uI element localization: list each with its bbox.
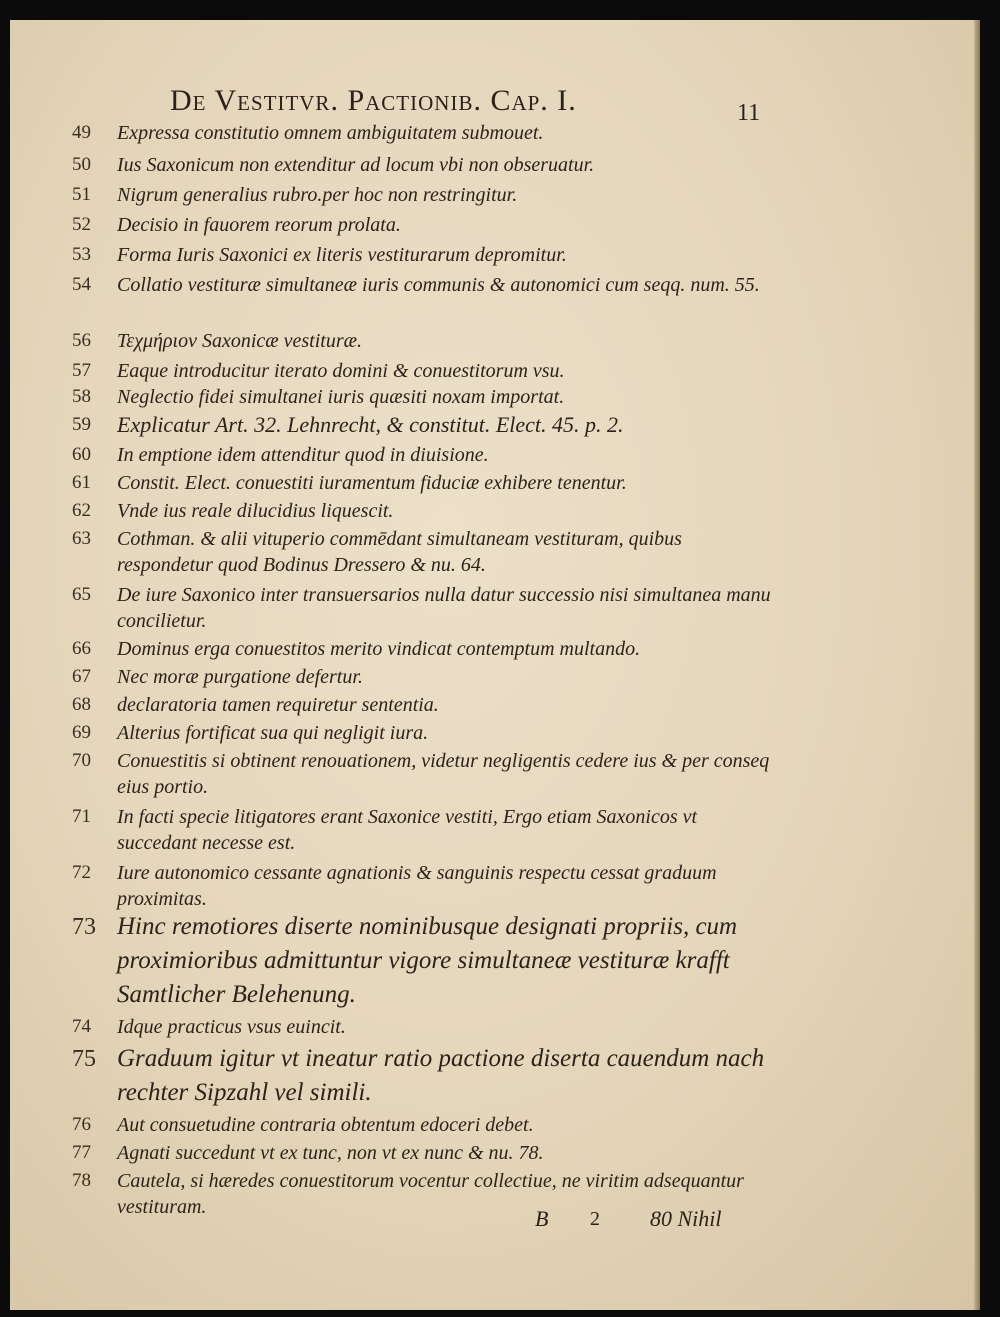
list-item (72, 636, 772, 662)
list-item (72, 748, 772, 800)
entry-text: Vnde ius reale dilucidius liquescit. (117, 500, 394, 522)
entry-number: 54 (72, 274, 91, 295)
list-item (72, 498, 772, 524)
list-item (72, 442, 772, 468)
list-item (72, 182, 772, 208)
entry-text: Forma Iuris Saxonici ex literis vestiturarum depromitur. (117, 244, 567, 266)
entry-text: Graduum igitur vt ineatur ratio pactione diserta cauendum nach rechter Sipzahl vel simili. (117, 1045, 765, 1106)
page-number: 11 (737, 100, 761, 126)
entry-number: 51 (72, 184, 91, 205)
list-item (72, 1112, 772, 1138)
entry-number: 67 (72, 666, 91, 687)
list-item (72, 358, 772, 384)
entry-number: 52 (72, 214, 91, 235)
list-item (72, 804, 772, 856)
signature-mark: B (535, 1206, 549, 1231)
entry-text: Hinc remotiores diserte nominibusque designati propriis, cum proximioribus admittuntur vigore simultaneæ vestituræ krafft Samtlicher Belehenung. (117, 913, 738, 1008)
list-item (72, 242, 772, 268)
entry-text: Nec moræ purgatione defertur. (117, 666, 363, 688)
list-item (72, 272, 772, 298)
list-item (72, 470, 772, 496)
entry-number: 77 (72, 1142, 91, 1163)
entry-number: 65 (72, 584, 91, 605)
entry-text: Dominus erga conuestitos merito vindicat contemptum multando. (117, 638, 641, 660)
list-item (72, 384, 772, 410)
entry-number: 76 (72, 1114, 91, 1135)
entry-number: 74 (72, 1016, 91, 1037)
entry-text: Collatio vestituræ simultaneæ iuris communis & autonomici cum seqq. num. 55. (117, 274, 760, 296)
entry-text: declaratoria tamen requiretur sententia. (117, 694, 439, 716)
list-item (72, 582, 772, 634)
entry-number: 70 (72, 750, 91, 771)
entry-text: Neglectio fidei simultanei iuris quæsiti noxam importat. (117, 386, 565, 408)
list-item (72, 1014, 772, 1040)
book-page (10, 20, 980, 1310)
entry-number: 69 (72, 722, 91, 743)
entry-number: 50 (72, 154, 91, 175)
entry-number: 53 (72, 244, 91, 265)
entry-text: Expressa constitutio omnem ambiguitatem submouet. (117, 122, 544, 144)
entry-text: Iure autonomico cessante agnationis & sanguinis respectu cessat graduum proximitas. (117, 862, 717, 910)
entry-text: Conuestitis si obtinent renouationem, videtur negligentis cedere ius & per conseq eius portio. (117, 750, 770, 798)
entry-number: 62 (72, 500, 91, 521)
entry-text: Idque practicus vsus euincit. (117, 1016, 346, 1038)
entry-text: Decisio in fauorem reorum prolata. (117, 214, 401, 236)
list-item (72, 212, 772, 238)
list-item (72, 720, 772, 746)
entry-number: 58 (72, 386, 91, 407)
list-item (72, 692, 772, 718)
list-item (72, 1140, 772, 1166)
entry-number: 60 (72, 444, 91, 465)
entry-text: In emptione idem attenditur quod in diuisione. (117, 444, 489, 466)
list-item (72, 152, 772, 178)
summary-list (10, 20, 980, 1310)
entry-text: Eaque introducitur iterato domini & conuestitorum vsu. (117, 360, 565, 382)
entry-number: 59 (72, 414, 91, 435)
entry-number: 72 (72, 862, 91, 883)
entry-text: De iure Saxonico inter transuersarios nulla datur successio nisi simultanea manu concilietur. (117, 584, 771, 632)
entry-text: Cothman. & alii vituperio commēdant simultaneam vestituram, quibus respondetur quod Bodinus Dressero & nu. 64. (117, 528, 682, 576)
list-item (72, 860, 772, 912)
entry-number: 49 (72, 122, 91, 143)
signature-number: 2 (590, 1208, 600, 1230)
list-item (72, 1042, 772, 1110)
list-item (72, 412, 772, 438)
list-item (72, 120, 772, 146)
entry-text: Nigrum generalius rubro.per hoc non restringitur. (117, 184, 518, 206)
catchword: 80 Nihil (650, 1206, 722, 1231)
list-item (72, 328, 772, 354)
running-header: De Vestitvr. Pactionib. Cap. I. (170, 84, 577, 117)
list-item (72, 664, 772, 690)
list-item (72, 526, 772, 578)
entry-text: Ius Saxonicum non extenditur ad locum vbi non obseruatur. (117, 154, 595, 176)
entry-number: 78 (72, 1170, 91, 1191)
entry-text: Explicatur Art. 32. Lehnrecht, & constitut. Elect. 45. p. 2. (117, 412, 624, 437)
entry-number: 68 (72, 694, 91, 715)
entry-text: Cautela, si hæredes conuestitorum vocentur collectiue, ne viritim adsequantur vestituram. (117, 1170, 744, 1218)
entry-number: 73 (72, 914, 96, 940)
entry-number: 57 (72, 360, 91, 381)
entry-text: Constit. Elect. conuestiti iuramentum fiduciæ exhibere tenentur. (117, 472, 627, 494)
entry-text: Aut consuetudine contraria obtentum edoceri debet. (117, 1114, 534, 1136)
entry-number: 61 (72, 472, 91, 493)
entry-number: 66 (72, 638, 91, 659)
entry-text: Τεχμήριον Saxonicæ vestituræ. (117, 330, 362, 352)
entry-text: Alterius fortificat sua qui negligit iura. (117, 722, 429, 744)
entry-number: 56 (72, 330, 91, 351)
list-item (72, 910, 772, 1012)
entry-number: 75 (72, 1046, 96, 1072)
entry-text: In facti specie litigatores erant Saxonice vestiti, Ergo etiam Saxonicos vt succedant necesse est. (117, 806, 698, 854)
entry-text: Agnati succedunt vt ex tunc, non vt ex nunc & nu. 78. (117, 1142, 544, 1164)
entry-number: 63 (72, 528, 91, 549)
entry-number: 71 (72, 806, 91, 827)
